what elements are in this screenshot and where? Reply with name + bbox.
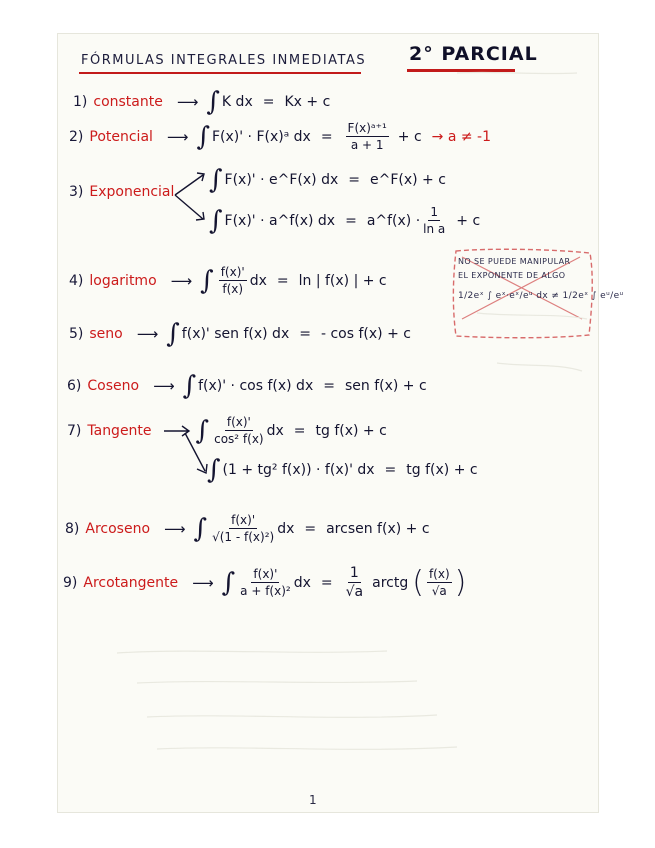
- fraction-denominator: a + 1: [350, 138, 384, 152]
- integral-icon: ∫: [196, 121, 210, 152]
- integral-icon: ∫: [221, 567, 236, 598]
- arrow-icon: ⟶: [136, 325, 159, 343]
- equals-sign: =: [276, 272, 289, 289]
- formula-label: seno: [89, 326, 123, 342]
- formula-label: Exponencial: [89, 184, 175, 200]
- arrow-icon: ⟶: [153, 377, 175, 395]
- integral-icon: ∫: [182, 371, 197, 401]
- integral-icon: ∫: [193, 513, 208, 544]
- formula-label: Potencial: [89, 128, 153, 145]
- arrow-icon: ⟶: [170, 271, 193, 290]
- bleed-through-marks: [57, 33, 599, 813]
- equals-sign: =: [320, 128, 333, 145]
- equals-sign: =: [345, 212, 357, 229]
- condition-note: → a ≠ -1: [431, 128, 492, 145]
- formula-number: 6): [67, 378, 82, 394]
- fraction-denominator: √a: [431, 584, 447, 598]
- parcial-heading: 2° PARCIAL: [409, 43, 538, 65]
- formula-number: 5): [69, 326, 84, 342]
- formula-tail: + c: [456, 212, 481, 229]
- formula-lhs: (1 + tg² f(x)) · f(x)' dx: [222, 462, 375, 478]
- formula-number: 7): [67, 422, 82, 439]
- formula-label: Coseno: [87, 378, 140, 394]
- equals-sign: =: [323, 378, 335, 394]
- fraction-numerator: 1: [430, 205, 439, 219]
- page-title: FÓRMULAS INTEGRALES INMEDIATAS: [81, 53, 367, 68]
- note-line-2: EL EXPONENTE DE ALGO: [458, 271, 566, 280]
- formula-number: 9): [63, 574, 78, 591]
- formula-tail: dx: [277, 520, 295, 537]
- fraction-numerator: f(x)': [231, 513, 256, 527]
- integral-icon: ∫: [207, 455, 221, 485]
- arrow-icon: ⟶: [166, 127, 189, 146]
- formula-rhs: tg f(x) + c: [406, 462, 478, 478]
- equals-sign: =: [262, 94, 275, 110]
- note-line-3: 1/2eˣ ∫ eˣ·eˣ/eᵘ dx ≠ 1/2eˣ ∫ eᵘ/eᵘ: [458, 291, 624, 301]
- formula-rhs: ln | f(x) | + c: [298, 272, 387, 289]
- equals-sign: =: [348, 172, 360, 188]
- formula-rhs: Kx + c: [284, 94, 331, 110]
- formula-rhs: arcsen f(x) + c: [326, 520, 430, 537]
- fraction-denominator: a + f(x)²: [240, 584, 291, 598]
- integral-icon: ∫: [209, 165, 223, 195]
- fraction-numerator: 1: [349, 565, 359, 581]
- formula-tail: dx: [266, 422, 284, 439]
- formula-number: 4): [69, 272, 84, 289]
- equals-sign: =: [384, 462, 397, 478]
- notebook-page: [57, 33, 624, 813]
- formula-number: 1): [73, 94, 88, 110]
- fraction-denominator: √a: [345, 584, 364, 600]
- integral-icon: ∫: [195, 415, 210, 446]
- arrow-icon: ⟶: [176, 93, 199, 111]
- integral-icon: ∫: [206, 87, 220, 117]
- paren-open-icon: (: [412, 565, 424, 600]
- formula-label: constante: [93, 94, 163, 110]
- equals-sign: =: [320, 574, 333, 591]
- fraction-numerator: f(x): [428, 567, 450, 581]
- formula-lhs: K dx: [221, 94, 253, 110]
- formula-lhs: f(x)' sen f(x) dx: [181, 326, 290, 342]
- formula-lhs: f(x)' · cos f(x) dx: [198, 378, 314, 394]
- formula-number: 2): [69, 128, 84, 145]
- fraction-numerator: f(x)': [226, 415, 251, 429]
- formula-label: Arcotangente: [83, 574, 179, 591]
- fraction-numerator: f(x)': [220, 265, 245, 279]
- formula-rhs: e^F(x) + c: [369, 172, 446, 188]
- formula-label: Tangente: [87, 422, 152, 439]
- fraction-denominator: cos² f(x): [214, 432, 264, 446]
- condition-text: a ≠ -1: [447, 128, 492, 145]
- arrow-icon: ⟶: [192, 573, 214, 592]
- integral-icon: ∫: [209, 205, 223, 236]
- formula-rhs: tg f(x) + c: [315, 422, 387, 439]
- integral-icon: ∫: [166, 319, 180, 349]
- equals-sign: =: [304, 520, 317, 537]
- page-number: 1: [309, 793, 317, 807]
- formula-lhs: F(x)' · e^F(x) dx: [224, 172, 339, 188]
- fraction-numerator: F(x)ᵃ⁺¹: [347, 121, 387, 135]
- formula-rhs: - cos f(x) + c: [320, 326, 411, 342]
- formula-tail: dx: [249, 272, 267, 289]
- arrow-icon: ⟶: [164, 519, 186, 538]
- formula-lhs: F(x)' · a^f(x) dx: [224, 212, 336, 229]
- integral-icon: ∫: [200, 265, 214, 296]
- formula-rhs: a^f(x) ·: [366, 212, 421, 229]
- formula-lhs: F(x)' · F(x)ᵃ dx: [211, 128, 311, 145]
- formula-tail: + c: [397, 128, 422, 145]
- function-name: arctg: [372, 574, 409, 591]
- fraction-denominator: f(x): [222, 282, 244, 296]
- formula-label: logaritmo: [89, 272, 157, 289]
- fraction-denominator: ln a: [423, 222, 446, 236]
- fraction-denominator: √(1 - f(x)²): [212, 530, 275, 544]
- fraction-numerator: f(x)': [253, 567, 278, 581]
- formula-tail: dx: [293, 574, 311, 591]
- formula-rhs: sen f(x) + c: [344, 378, 427, 394]
- formula-label: Arcoseno: [85, 520, 151, 537]
- note-line-1: NO SE PUEDE MANIPULAR: [458, 257, 571, 266]
- equals-sign: =: [293, 422, 306, 439]
- paren-close-icon: ): [454, 565, 467, 600]
- formula-number: 3): [69, 184, 84, 200]
- formula-number: 8): [65, 520, 80, 537]
- equals-sign: =: [299, 326, 311, 342]
